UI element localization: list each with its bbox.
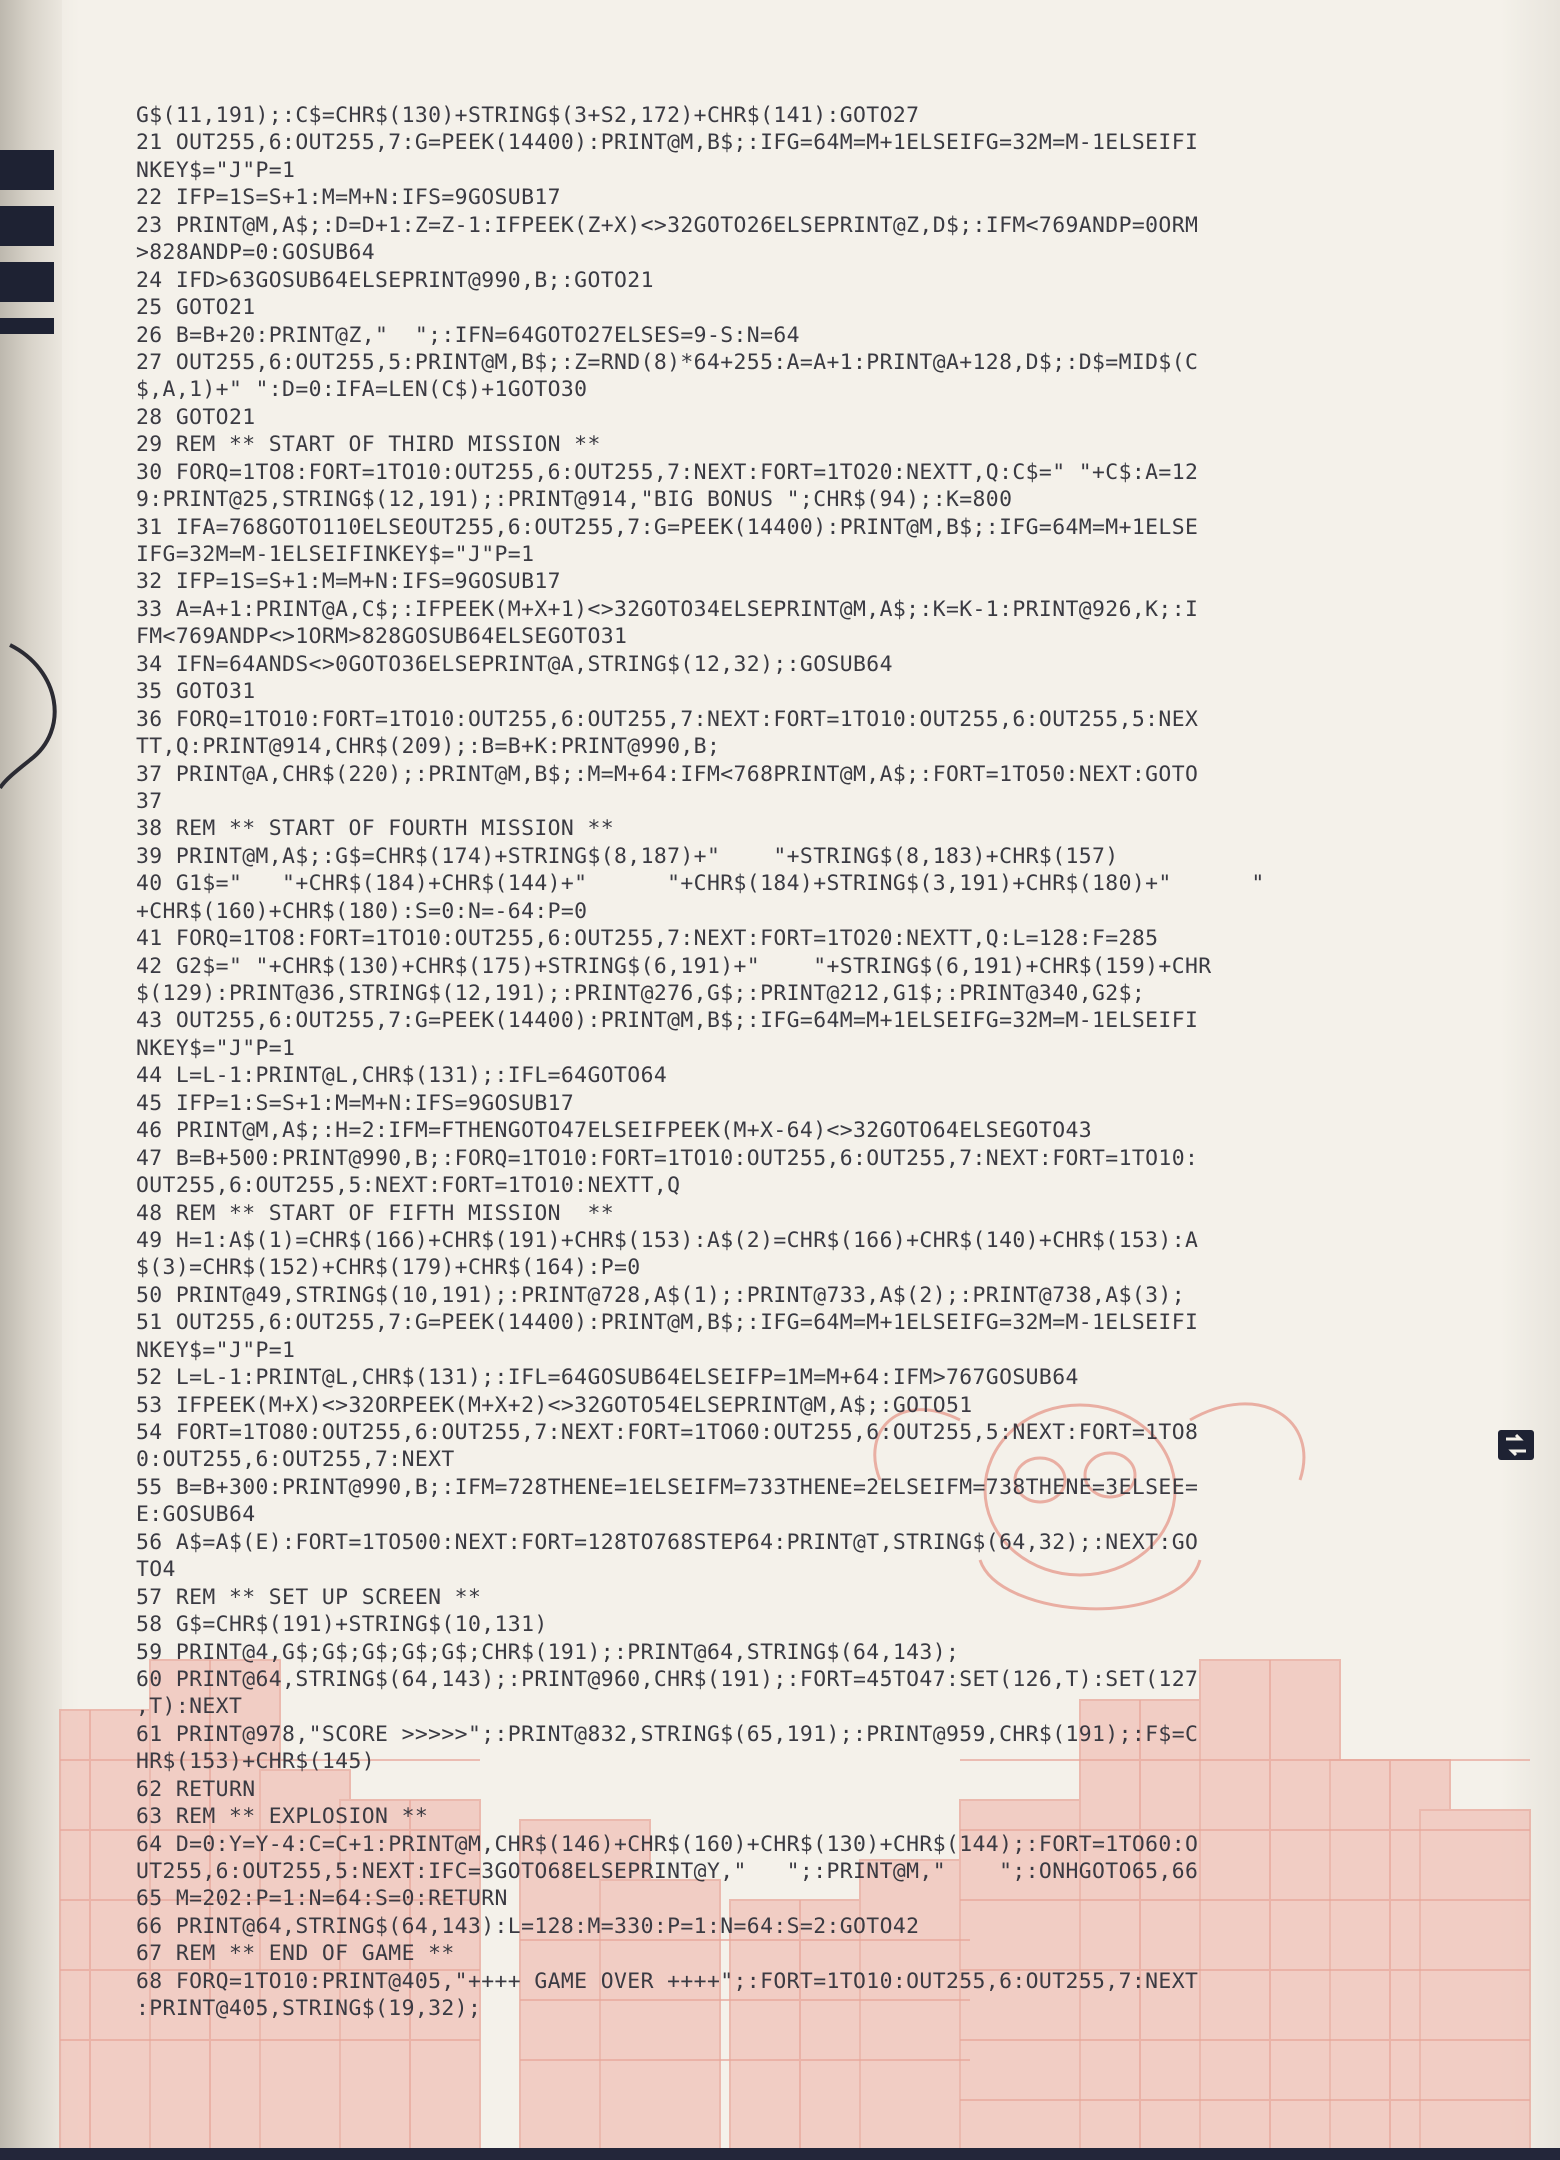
code-line: 48 REM ** START OF FIFTH MISSION ** bbox=[136, 1200, 615, 1226]
code-line: G$(11,191);:C$=CHR$(130)+STRING$(3+S2,172)+CHR$(141):GOTO27 bbox=[136, 103, 920, 128]
code-line: 21 OUT255,6:OUT255,7:G=PEEK(14400):PRINT@M,B$;:IFG=64M=M+1ELSEIFG=32M=M-1ELSEIFI bbox=[136, 130, 1199, 156]
code-line: $,A,1)+" ":D=0:IFA=LEN(C$)+1GOTO30 bbox=[136, 377, 588, 403]
code-line: TT,Q:PRINT@914,CHR$(209);:B=B+K:PRINT@990,B; bbox=[136, 734, 721, 760]
code-line: NKEY$="J"P=1 bbox=[136, 1337, 296, 1363]
code-line: NKEY$="J"P=1 bbox=[136, 1035, 296, 1061]
code-line: 56 A$=A$(E):FORT=1TO500:NEXT:FORT=128TO768STEP64:PRINT@T,STRING$(64,32);:NEXT:GO bbox=[136, 1529, 1199, 1555]
code-line: 0:OUT255,6:OUT255,7:NEXT bbox=[136, 1447, 455, 1473]
code-line: 55 B=B+300:PRINT@990,B;:IFM=728THENE=1ELSEIFM=733THENE=2ELSEIFM=738THENE=3ELSEE= bbox=[136, 1474, 1199, 1500]
code-line: 39 PRINT@M,A$;:G$=CHR$(174)+STRING$(8,187)+" "+STRING$(8,183)+CHR$(157) bbox=[136, 843, 1119, 869]
code-line: 51 OUT255,6:OUT255,7:G=PEEK(14400):PRINT@M,B$;:IFG=64M=M+1ELSEIFG=32M=M-1ELSEIFI bbox=[136, 1310, 1199, 1336]
code-line: 57 REM ** SET UP SCREEN ** bbox=[136, 1584, 482, 1610]
code-line: ,T):NEXT bbox=[136, 1694, 243, 1720]
code-line: 41 FORQ=1TO8:FORT=1TO10:OUT255,6:OUT255,7:NEXT:FORT=1TO20:NEXTT,Q:L=128:F=285 bbox=[136, 926, 1159, 952]
code-line: 23 PRINT@M,A$;:D=D+1:Z=Z-1:IFPEEK(Z+X)<>32GOTO26ELSEPRINT@Z,D$;:IFM<769ANDP=0ORM bbox=[136, 212, 1199, 238]
code-line: 37 bbox=[136, 788, 163, 814]
basic-program-listing bbox=[136, 102, 1466, 2023]
code-line: 63 REM ** EXPLOSION ** bbox=[136, 1804, 429, 1830]
code-line: 49 H=1:A$(1)=CHR$(166)+CHR$(191)+CHR$(153):A$(2)=CHR$(166)+CHR$(140)+CHR$(153):A bbox=[136, 1227, 1199, 1253]
code-line: 38 REM ** START OF FOURTH MISSION ** bbox=[136, 816, 615, 842]
code-line: 60 PRINT@64,STRING$(64,143);:PRINT@960,CHR$(191);:FORT=45TO47:SET(126,T):SET(127 bbox=[136, 1666, 1199, 1692]
code-line: 34 IFN=64ANDS<>0GOTO36ELSEPRINT@A,STRING$(12,32);:GOSUB64 bbox=[136, 651, 893, 677]
code-line: +CHR$(160)+CHR$(180):S=0:N=-64:P=0 bbox=[136, 898, 588, 924]
code-line: 33 A=A+1:PRINT@A,C$;:IFPEEK(M+X+1)<>32GOTO34ELSEPRINT@M,A$;:K=K-1:PRINT@926,K;:I bbox=[136, 596, 1199, 622]
code-line: 50 PRINT@49,STRING$(10,191);:PRINT@728,A$(1);:PRINT@733,A$(2);:PRINT@738,A$(3); bbox=[136, 1282, 1185, 1308]
code-line: 66 PRINT@64,STRING$(64,143):L=128:M=330:P=1:N=64:S=2:GOTO42 bbox=[136, 1913, 920, 1939]
code-line: 61 PRINT@978,"SCORE >>>>>";:PRINT@832,STRING$(65,191);:PRINT@959,CHR$(191);:F$=C bbox=[136, 1721, 1199, 1747]
code-line: 47 B=B+500:PRINT@990,B;:FORQ=1TO10:FORT=1TO10:OUT255,6:OUT255,7:NEXT:FORT=1TO10: bbox=[136, 1145, 1199, 1171]
code-line: 46 PRINT@M,A$;:H=2:IFM=FTHENGOTO47ELSEIFPEEK(M+X-64)<>32GOTO64ELSEGOTO43 bbox=[136, 1118, 1093, 1144]
code-line: 53 IFPEEK(M+X)<>32ORPEEK(M+X+2)<>32GOTO54ELSEPRINT@M,A$;:GOTO51 bbox=[136, 1392, 973, 1418]
code-line: $(129):PRINT@36,STRING$(12,191);:PRINT@276,G$;:PRINT@212,G1$;:PRINT@340,G2$; bbox=[136, 981, 1146, 1006]
code-line: 62 RETURN bbox=[136, 1776, 256, 1802]
code-line: 27 OUT255,6:OUT255,5:PRINT@M,B$;:Z=RND(8)*64+255:A=A+1:PRINT@A+128,D$;:D$=MID$(C bbox=[136, 349, 1199, 375]
page-bottom-edge bbox=[0, 2148, 1560, 2160]
code-line: 31 IFA=768GOTO110ELSEOUT255,6:OUT255,7:G=PEEK(14400):PRINT@M,B$;:IFG=64M=M+1ELSE bbox=[136, 514, 1199, 540]
code-line: 35 GOTO31 bbox=[136, 679, 256, 705]
code-line: 67 REM ** END OF GAME ** bbox=[136, 1941, 455, 1967]
code-line: FM<769ANDP<>1ORM>828GOSUB64ELSEGOTO31 bbox=[136, 624, 628, 650]
code-line: 9:PRINT@25,STRING$(12,191);:PRINT@914,"BIG BONUS ";CHR$(94);:K=800 bbox=[136, 487, 1013, 513]
code-line: UT255,6:OUT255,5:NEXT:IFC=3GOTO68ELSEPRINT@Y," ";:PRINT@M," ";:ONHGOTO65,66 bbox=[136, 1859, 1199, 1884]
code-line: 30 FORQ=1TO8:FORT=1TO10:OUT255,6:OUT255,7:NEXT:FORT=1TO20:NEXTT,Q:C$=" "+C$:A=12 bbox=[136, 459, 1199, 485]
code-line: 54 FORT=1TO80:OUT255,6:OUT255,7:NEXT:FORT=1TO60:OUT255,6:OUT255,5:NEXT:FORT=1TO8 bbox=[136, 1420, 1199, 1445]
code-line: OUT255,6:OUT255,5:NEXT:FORT=1TO10:NEXTT,Q bbox=[136, 1173, 681, 1199]
code-line: 29 REM ** START OF THIRD MISSION ** bbox=[136, 432, 601, 458]
code-line: :PRINT@405,STRING$(19,32); bbox=[136, 1996, 482, 2022]
code-line: 58 G$=CHR$(191)+STRING$(10,131) bbox=[136, 1612, 548, 1638]
code-line: E:GOSUB64 bbox=[136, 1502, 256, 1528]
code-line: 65 M=202:P=1:N=64:S=0:RETURN bbox=[136, 1886, 508, 1912]
code-line: 52 L=L-1:PRINT@L,CHR$(131);:IFL=64GOSUB64ELSEIFP=1M=M+64:IFM>767GOSUB64 bbox=[136, 1365, 1079, 1391]
code-line: 68 FORQ=1TO10:PRINT@405,"++++ GAME OVER ++++";:FORT=1TO10:OUT255,6:OUT255,7:NEXT bbox=[136, 1968, 1199, 1994]
code-line: 25 GOTO21 bbox=[136, 295, 256, 321]
code-line: 22 IFP=1S=S+1:M=M+N:IFS=9GOSUB17 bbox=[136, 185, 561, 211]
code-line: 37 PRINT@A,CHR$(220);:PRINT@M,B$;:M=M+64:IFM<768PRINT@M,A$;:FORT=1TO50:NEXT:GOTO bbox=[136, 761, 1199, 787]
code-line: 43 OUT255,6:OUT255,7:G=PEEK(14400):PRINT@M,B$;:IFG=64M=M+1ELSEIFG=32M=M-1ELSEIFI bbox=[136, 1008, 1199, 1034]
code-line: 59 PRINT@4,G$;G$;G$;G$;G$;CHR$(191);:PRINT@64,STRING$(64,143); bbox=[136, 1639, 960, 1665]
code-line: 44 L=L-1:PRINT@L,CHR$(131);:IFL=64GOTO64 bbox=[136, 1063, 668, 1089]
code-line: 36 FORQ=1TO10:FORT=1TO10:OUT255,6:OUT255,7:NEXT:FORT=1TO10:OUT255,6:OUT255,5:NEX bbox=[136, 706, 1199, 732]
code-line: 64 D=0:Y=Y-4:C=C+1:PRINT@M,CHR$(146)+CHR$(160)+CHR$(130)+CHR$(144);:FORT=1TO60:O bbox=[136, 1831, 1199, 1857]
code-line: 28 GOTO21 bbox=[136, 404, 256, 430]
code-line: $(3)=CHR$(152)+CHR$(179)+CHR$(164):P=0 bbox=[136, 1255, 641, 1281]
code-line: 40 G1$=" "+CHR$(184)+CHR$(144)+" "+CHR$(184)+STRING$(3,191)+CHR$(180)+" " bbox=[136, 871, 1265, 897]
code-line: 32 IFP=1S=S+1:M=M+N:IFS=9GOSUB17 bbox=[136, 569, 561, 595]
code-line: TO4 bbox=[136, 1557, 176, 1583]
code-line: NKEY$="J"P=1 bbox=[136, 157, 296, 183]
code-line: >828ANDP=0:GOSUB64 bbox=[136, 240, 376, 266]
code-line: 26 B=B+20:PRINT@Z," ";:IFN=64GOTO27ELSES=9-S:N=64 bbox=[136, 322, 800, 348]
code-line: 45 IFP=1:S=S+1:M=M+N:IFS=9GOSUB17 bbox=[136, 1090, 575, 1116]
code-line: 24 IFD>63GOSUB64ELSEPRINT@990,B;:GOTO21 bbox=[136, 267, 654, 293]
code-line: 42 G2$=" "+CHR$(130)+CHR$(175)+STRING$(6,191)+" "+STRING$(6,191)+CHR$(159)+CHR bbox=[136, 953, 1212, 979]
code-line: HR$(153)+CHR$(145) bbox=[136, 1749, 376, 1775]
code-line: IFG=32M=M-1ELSEIFINKEY$="J"P=1 bbox=[136, 542, 535, 567]
page-turn-icon bbox=[1496, 1428, 1536, 1462]
